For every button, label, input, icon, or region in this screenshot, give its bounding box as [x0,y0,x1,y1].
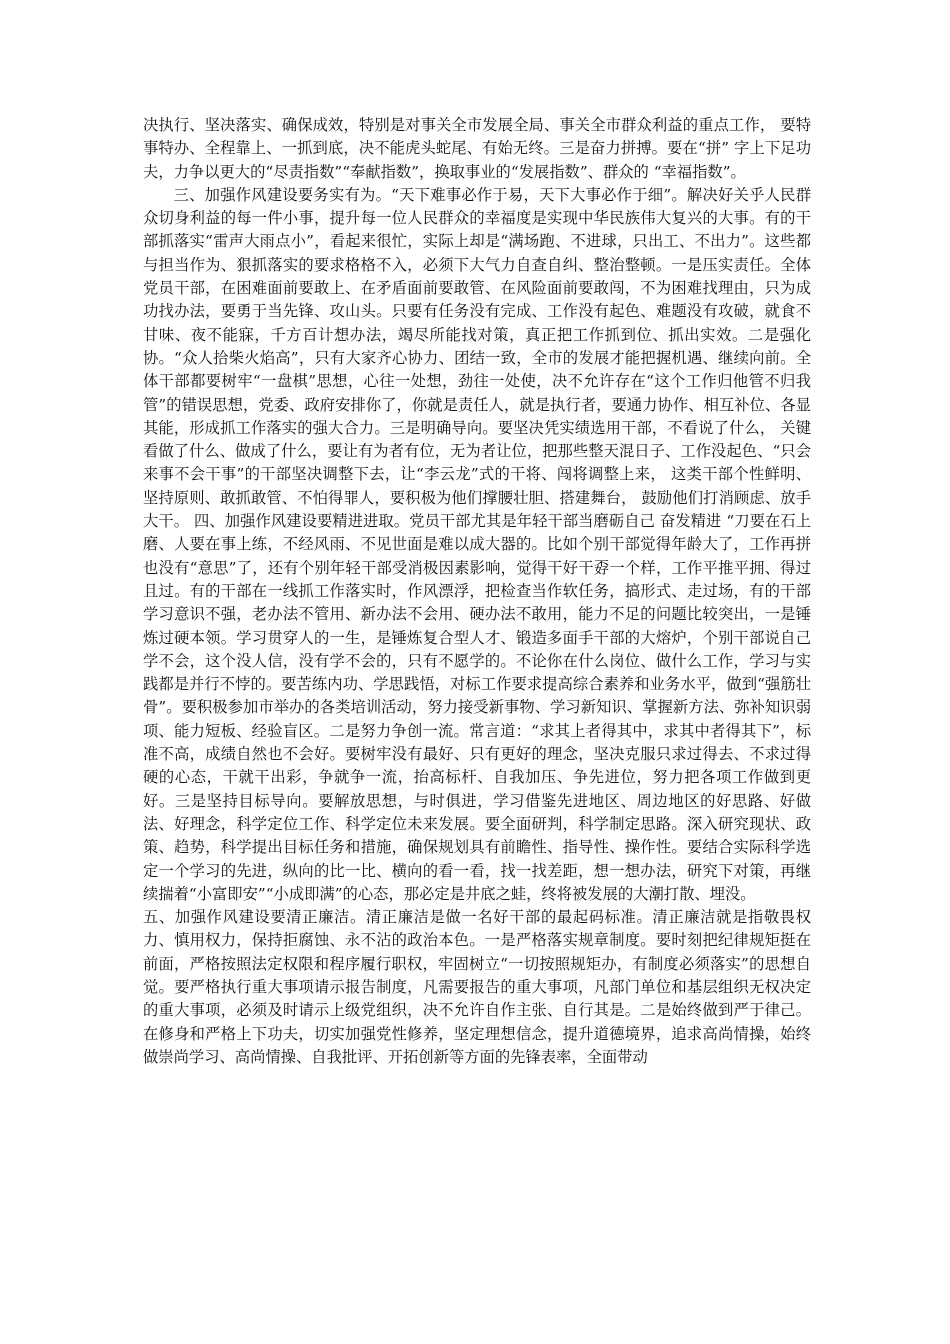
document-page [143,114,811,1069]
paragraph-continuation: 决执行、坚决落实、确保成效，特别是对事关全市发展全局、事关全市群众利益的重点工作， 要特事特办、全程靠上、一抓到底，决不能虎头蛇尾、有始无终。三是奋力拼搏。要在“拼” 字上下足功夫，力争以更大的“尽责指数”“奉献指数”，换取事业的“发展指数”、群众的 “幸福指数”。 [143,116,811,181]
paragraph-section-five: 五、加强作风建设要清正廉洁。清正廉洁是做一名好干部的最起码标准。清正廉洁就是指敬畏权力、慎用权力，保持拒腐蚀、永不沾的政治本色。一是严格落实规章制度。要时刻把纪律规矩挺在前面，严格按照法定权限和程序履行职权，牢固树立“一切按照规矩办，有制度必须落实”的思想自觉。要严格执行重大事项请示报告制度，凡需要报告的重大事项，凡部门单位和基层组织无权决定的重大事项，必须及时请示上级党组织，决不允许自作主张、自行其是。二是始终做到严于律己。在修身和严格上下功夫，切实加强党性修养，坚定理想信念，提升道德境界，追求高尚情操，始终做崇尚学习、高尚情操、自我批评、开拓创新等方面的先锋表率，全面带动 [143,908,811,1066]
paragraph-section-three-four: 三、加强作风建设要务实有为。“天下难事必作于易，天下大事必作于细”。解决好关乎人民群众切身利益的每一件小事，提升每一位人民群众的幸福度是实现中华民族伟大复兴的大事。有的干部抓落实“雷声大雨点小”，看起来很忙，实际上却是“满场跑、不进球，只出工、不出力”。这些都与担当作为、狠抓落实的要求格格不入，必须下大气力自查自纠、整治整顿。一是压实责任。全体党员干部，在困难面前要敢上、在矛盾面前要敢管、在风险面前要敢闯，不为困难找理由，只为成功找办法，要勇于当先锋、攻山头。只要有任务没有完成、工作没有起色、难题没有攻破，就食不甘味、夜不能寐，千方百计想办法，竭尽所能找对策，真正把工作抓到位、抓出实效。二是强化协。“众人拾柴火焰高”，只有大家齐心协力、团结一致，全市的发展才能把握机遇、继续向前。全体干部都要树牢“一盘棋”思想，心往一处想，劲往一处使，决不允许存在“这个工作归他管不归我管”的错误思想，党委、政府安排你了，你就是责任人，就是执行者，要通力协作、相互补位、各显其能，形成抓工作落实的强大合力。三是明确导向。要坚决凭实绩选用干部，不看说了什么， 关键看做了什么、做成了什么，要让有为者有位，无为者让位，把那些整天混日子、工作没起色、“只会来事不会干事”的干部坚决调整下去，让“李云龙”式的干将、闯将调整上来， 这类干部个性鲜明、坚持原则、敢抓敢管、不怕得罪人，要积极为他们撑腰壮胆、搭建舞台， 鼓励他们打消顾虑、放手大干。 四、加强作风建设要精进进取。党员干部尤其是年轻干部当磨砺自己 奋发精进 “刀要在石上磨、人要在事上练，不经风雨、不见世面是难以成大器的。比如个别干部觉得年龄大了，工作再拼也没有“意思”了，还有个别年轻干部受消极因素影响，觉得干好干孬一个样，工作平推平拥、得过且过。有的干部在一线抓工作落实时，作风漂浮，把检查当作软任务，搞形式、走过场，有的干部学习意识不强，老办法不管用、新办法不会用、硬办法不敢用，能力不足的问题比较突出，一是锤炼过硬本领。学习贯穿人的一生，是锤炼复合型人才、锻造多面手干部的大熔炉，个别干部说自己学不会，这个没人信，没有学不会的，只有不愿学的。不论你在什么岗位、做什么工作，学习与实践都是并行不悖的。要苦练内功、学思践悟，对标工作要求提高综合素养和业务水平，做到“强筋壮骨”。要积极参加市举办的各类培训活动，努力接受新事物、学习新知识、掌握新方法、弥补知识弱项、能力短板、经验盲区。二是努力争创一流。常言道：“求其上者得其中，求其中者得其下”，标准不高，成绩自然也不会好。要树牢没有最好、只有更好的理念，坚决克服只求过得去、不求过得硬的心态，干就干出彩，争就争一流，抬高标杆、自我加压、争先进位，努力把各项工作做到更好。三是坚持目标导向。要解放思想，与时俱进，学习借鉴先进地区、周边地区的好思路、好做法、好理念，科学定位工作、科学定位未来发展。要全面研判，科学制定思路。深入研究现状、政策、趋势，科学提出目标任务和措施，确保规划具有前瞻性、指导性、操作性。要结合实际科学选定一个学习的先进，纵向的比一比、横向的看一看，找一找差距，想一想办法，研究下对策，再继续揣着“小富即安”“小成即满”的心态，那必定是井底之蛙，终将被发展的大潮打散、埋没。 [143,185,811,903]
